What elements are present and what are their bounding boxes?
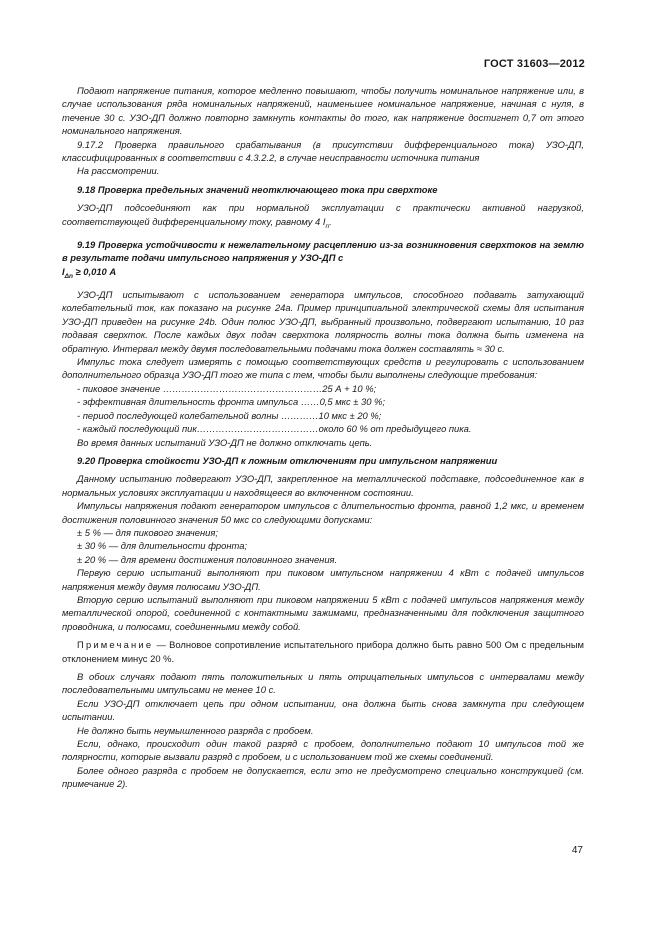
- heading-symbol: I: [62, 265, 65, 277]
- section-heading-9-18: 9.18 Проверка предельных значений неотключающего тока при сверхтоке: [77, 183, 438, 195]
- paragraph: Подают напряжение питания, которое медленно повышают, чтобы получить номинальное напряжение или, в случае использования ряда номинальных напряжений, наименьшее номинальное напряжение, начиная с нуля, в течение 30 с. УЗО-ДП должно повторно замкнуть контакты до того, как напряжение достигнет 0,7 от этого номинального напряжения.: [62, 85, 584, 137]
- note-label: Примечание: [77, 639, 154, 651]
- tolerance-item: ± 5 % — для пикового значения;: [77, 526, 218, 538]
- note: [62, 638, 584, 665]
- requirement-item: - каждый последующий пик…………………………………около 60 % от предыдущего пика.: [77, 423, 472, 435]
- note-text: — Волновое сопротивление испытательного прибора должно быть равно 500 Ом с предельным отклонением минус 20 %.: [62, 639, 584, 664]
- paragraph: Более одного разряда с пробоем не допускается, если это не предусмотрено специально конструкцией (см. примечание 2).: [62, 764, 584, 790]
- section-heading-9-19: [62, 238, 584, 283]
- paragraph: [62, 201, 584, 233]
- page-body: [62, 84, 584, 791]
- heading-text: ≥ 0,010 А: [72, 265, 117, 277]
- requirement-item: - период последующей колебательной волны …………10 мкс ± 20 %;: [77, 409, 382, 421]
- paragraph: В обоих случаях подают пять положительных и пять отрицательных импульсов с интервалами между последовательными импульсами не менее 10 с.: [62, 671, 584, 696]
- standard-header: ГОСТ 31603—2012: [483, 58, 585, 70]
- paragraph: Данному испытанию подвергают УЗО-ДП, закрепленное на металлической подставке, подсоединенное как в нормальных условиях эксплуатации и находящееся во включенном состоянии.: [62, 473, 584, 498]
- section-9-17-2: 9.17.2 Проверка правильного срабатывания (в присутствии дифференциального тока) УЗО-ДП, классифицированных в соответствии с 4.3.2.2, в случае неисправности источника питания: [62, 138, 584, 164]
- tolerance-item: ± 30 % — для длительности фронта;: [77, 540, 248, 552]
- paragraph: Импульс тока следует измерять с помощью соответствующих средств и регулировать с использованием дополнительного образца УЗО-ДП того же типа с тем, чтобы были выполнены следующие требования:: [62, 356, 584, 381]
- paragraph: Если, однако, происходит один такой разряд с пробоем, дополнительно подают 10 импульсов той же полярности, которые вызвали разряд с пробоем, и с использованием той же схемы соединений.: [62, 738, 584, 763]
- heading-text: 9.19 Проверка устойчивости к нежелательному расцеплению из-за возникновения сверхтоков на землю в результате подачи импульсного напряжения у УЗО-ДП с: [62, 238, 584, 264]
- paragraph: Первую серию испытаний выполняют при пиковом импульсном напряжении 4 кВт с подачей импульсов напряжения между двумя полюсами УЗО-ДП.: [62, 567, 584, 592]
- paragraph: Если УЗО-ДП отключает цепь при одном испытании, она должна быть снова замкнута при следующем испытании.: [62, 697, 584, 723]
- subscript: n: [325, 222, 330, 230]
- paragraph: Не должно быть неумышленного разряда с пробоем.: [77, 724, 314, 736]
- paragraph: На рассмотрении.: [77, 165, 160, 177]
- paragraph: Импульсы напряжения подают генератором импульсов с длительностью фронта, равной 1,2 мкс, и временем достижения половинного значения 50 мкс со следующими допусками:: [62, 500, 584, 525]
- text-run: .: [329, 215, 332, 227]
- page-number: 47: [571, 845, 583, 856]
- requirement-item: - эффективная длительность фронта импульса ……0,5 мкс ± 30 %;: [77, 396, 385, 408]
- tolerance-item: ± 20 % — для времени достижения половинного значения.: [77, 553, 338, 565]
- requirement-item: - пиковое значение ……………………………………………25 А + 10 %;: [77, 382, 377, 394]
- paragraph: Во время данных испытаний УЗО-ДП не должно отключать цепь.: [77, 436, 373, 448]
- subscript: Δn: [64, 272, 73, 280]
- text-run: УЗО-ДП подсоединяют как при нормальной эксплуатации с практически активной нагрузкой, соответствующей дифференциальному току, равному 4 I: [62, 202, 584, 227]
- section-heading-9-20: 9.20 Проверка стойкости УЗО-ДП к ложным отключениям при импульсном напряжении: [77, 454, 498, 466]
- paragraph: УЗО-ДП испытывают с использованием генератора импульсов, способного подавать затухающий колебательный ток, как показано на рисунке 24а. Пример принципиальной электрической схемы для испытания УЗО-ДП приведен на рисунке 24b. Один полюс УЗО-ДП, выбранный произвольно, подвергают испытанию, 10 раз подавая сверхток. После каждых двух подач сверхтока полярность волны тока должна быть изменена на обратную. Интервал между двумя последовательными подачами тока должен составлять ≈ 30 с.: [62, 289, 584, 354]
- paragraph: Вторую серию испытаний выполняют при пиковом напряжении 5 кВт с подачей импульсов напряжения между металлической опорой, соединенной с контактными зажимами, предназначенными для подключения защитного проводника, и полюсами, соединенными между собой.: [62, 593, 584, 632]
